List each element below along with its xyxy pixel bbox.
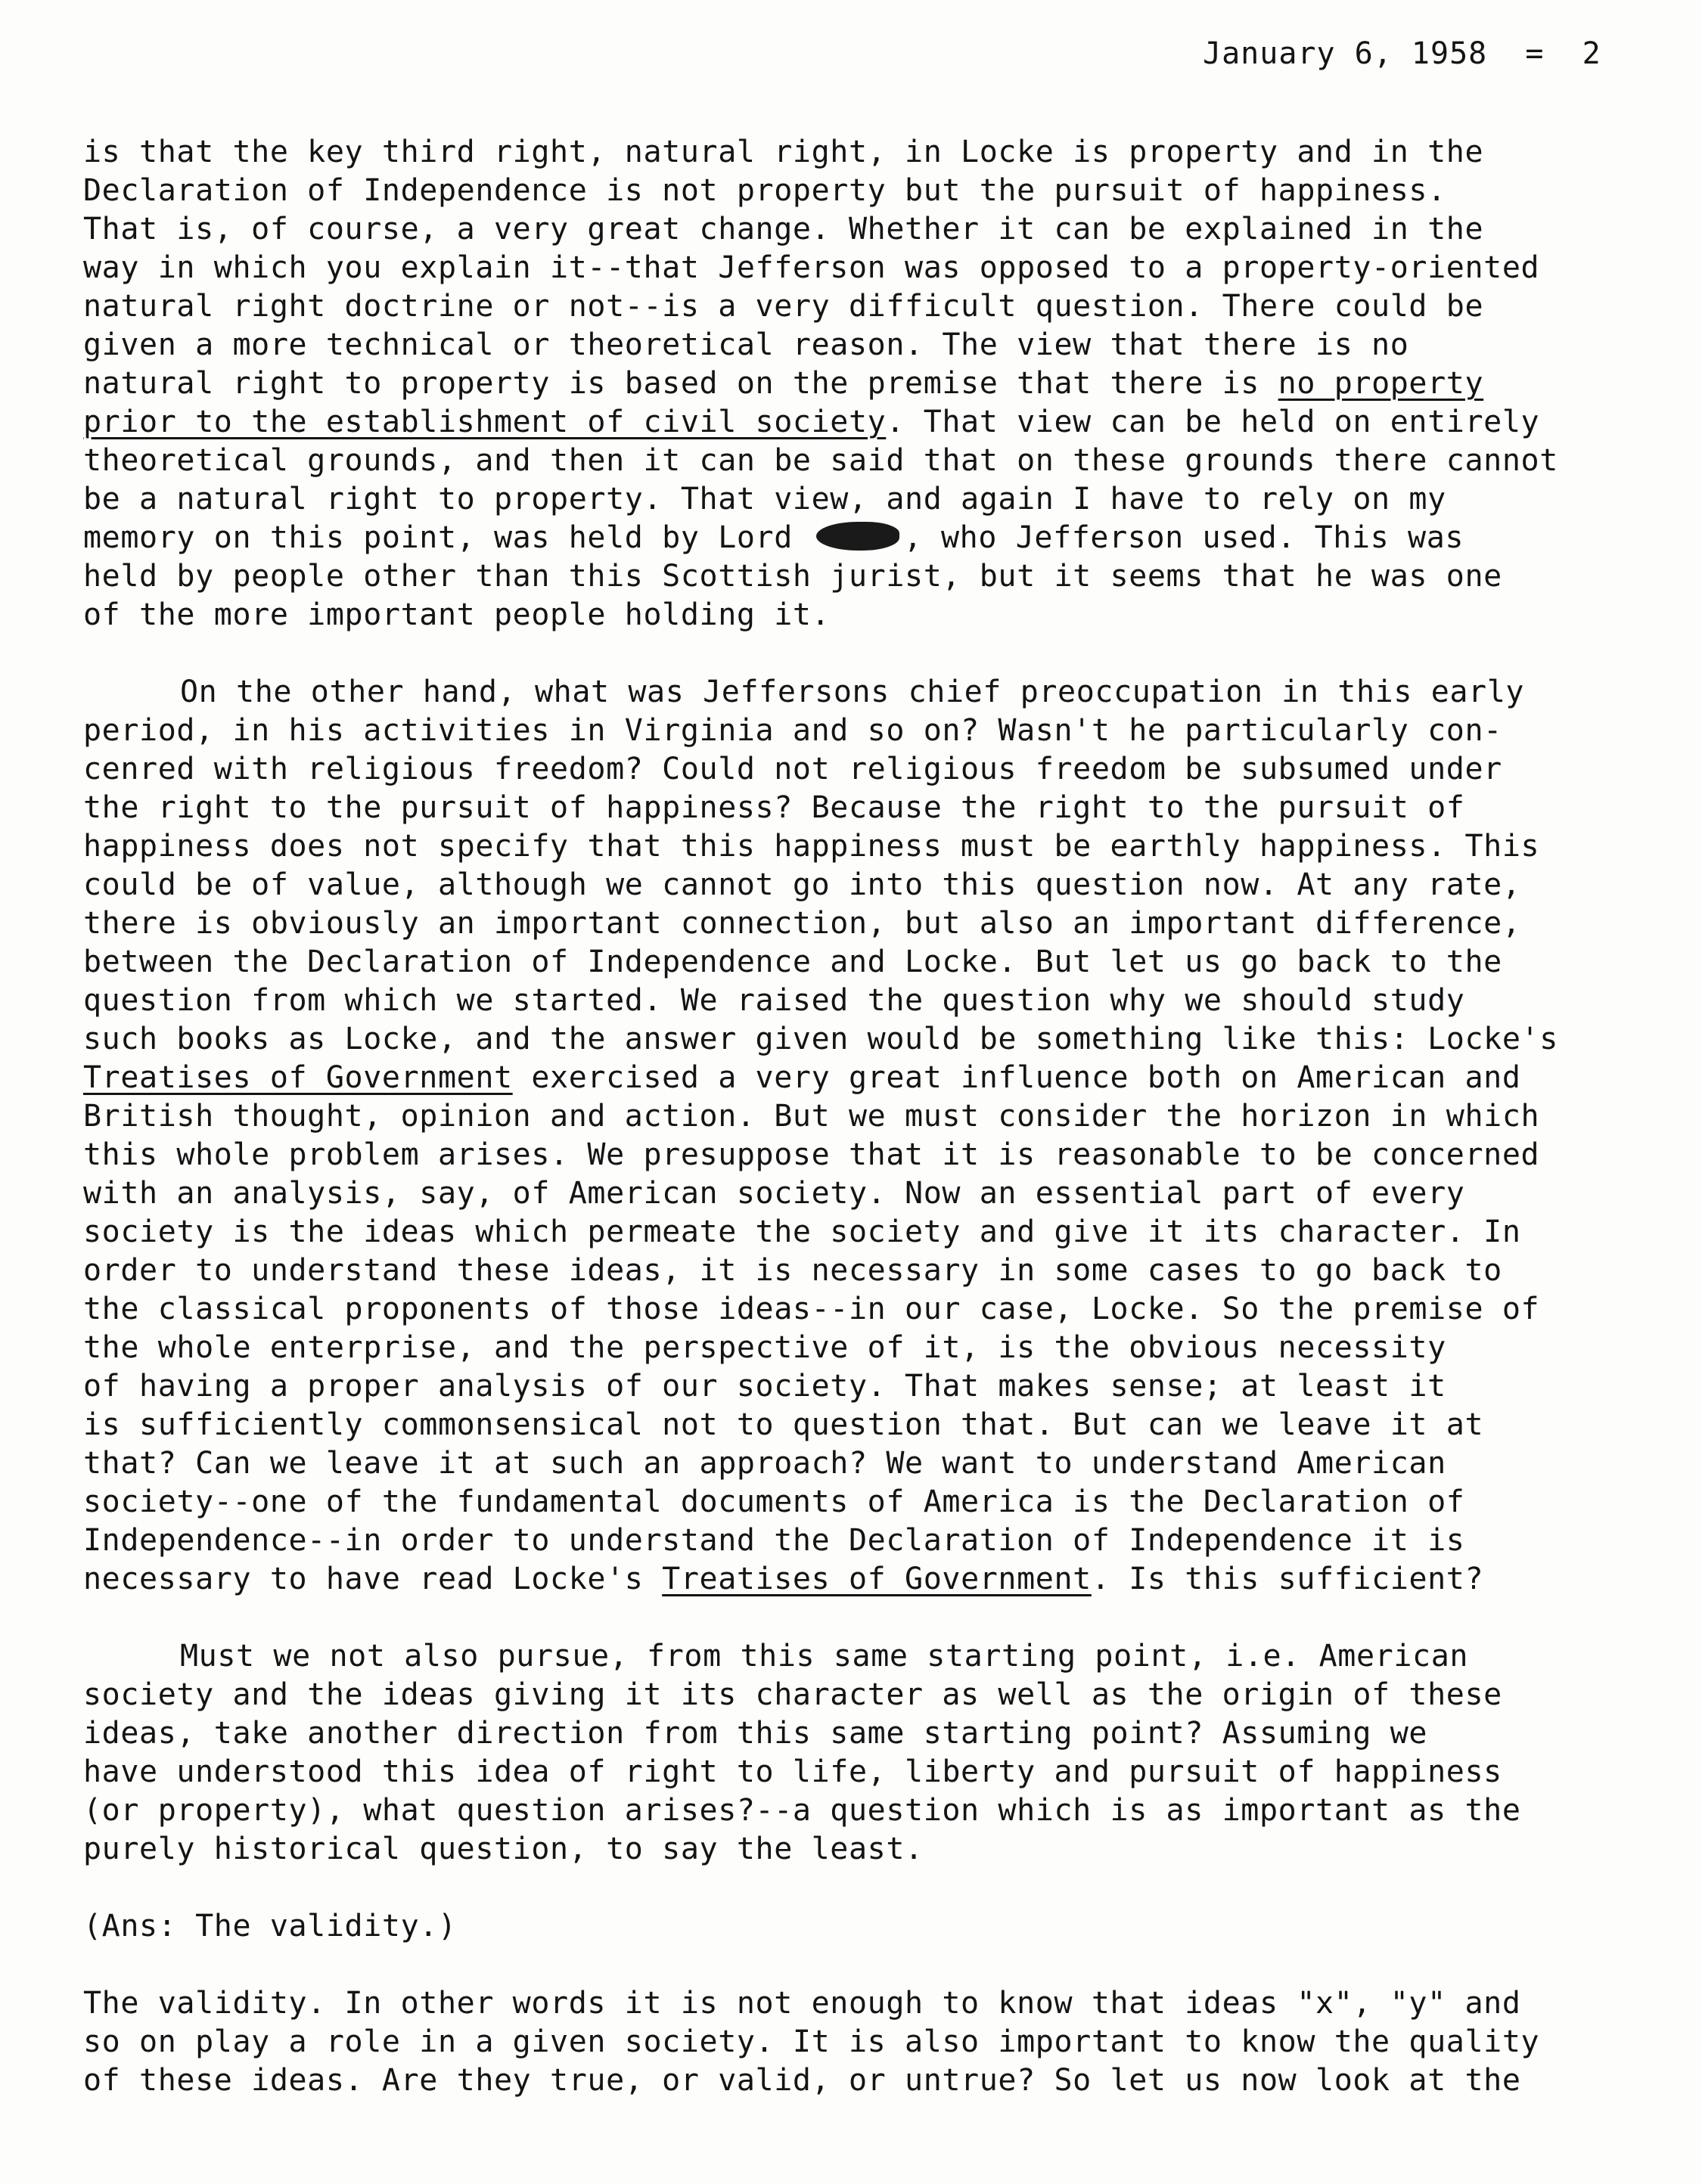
text-run: there is obviously an important connection, but also an important difference, xyxy=(83,906,1521,941)
text-run: society and the ideas giving it its character as well as the origin of these xyxy=(83,1677,1502,1712)
text-line xyxy=(83,2023,1626,2061)
text-run: be a natural right to property. That view, and again I have to rely on my xyxy=(83,482,1446,517)
paragraph-gap xyxy=(83,634,1626,673)
text-line xyxy=(83,866,1626,904)
text-line xyxy=(83,1329,1626,1367)
text-line xyxy=(83,1522,1626,1560)
text-line xyxy=(83,133,1626,172)
redaction-mark xyxy=(816,522,899,551)
text-line xyxy=(83,827,1626,866)
underlined-text: Treatises of Government xyxy=(662,1562,1092,1596)
underlined-text: Treatises of Government xyxy=(83,1060,513,1095)
paragraph-gap xyxy=(83,1946,1626,1984)
text-run: way in which you explain it--that Jefferson was opposed to a property-oriented xyxy=(83,250,1540,285)
text-line xyxy=(83,326,1626,365)
text-run: given a more technical or theoretical reason. The view that there is no xyxy=(83,327,1409,362)
text-run: (or property), what question arises?--a question which is as important as the xyxy=(83,1793,1521,1828)
text-run: The validity. In other words it is not enough to know that ideas "x", "y" and xyxy=(83,1986,1521,2021)
text-line xyxy=(83,1213,1626,1252)
text-run: the right to the pursuit of happiness? Because the right to the pursuit of xyxy=(83,790,1465,825)
text-run: exercised a very great influence both on American and xyxy=(512,1060,1521,1095)
text-line xyxy=(83,1020,1626,1059)
page-number: 2 xyxy=(1582,36,1601,71)
text-run: with an analysis, say, of American society. Now an essential part of every xyxy=(83,1176,1465,1211)
text-run: memory on this point, was held by Lord xyxy=(83,520,812,555)
text-line xyxy=(83,673,1626,712)
text-run: Declaration of Independence is not property but the pursuit of happiness. xyxy=(83,173,1446,208)
text-run: the whole enterprise, and the perspective of it, is the obvious necessity xyxy=(83,1330,1446,1365)
text-run: of these ideas. Are they true, or valid, or untrue? So let us now look at the xyxy=(83,2063,1521,2098)
text-run: ideas, take another direction from this same starting point? Assuming we xyxy=(83,1716,1428,1751)
text-line xyxy=(83,1560,1626,1599)
text-line xyxy=(83,403,1626,442)
header-separator: = xyxy=(1525,36,1545,71)
text-line xyxy=(83,480,1626,519)
text-line xyxy=(83,750,1626,789)
text-run: such books as Locke, and the answer given would be something like this: Locke's xyxy=(83,1022,1558,1056)
text-run: happiness does not specify that this happiness must be earthly happiness. This xyxy=(83,829,1540,864)
text-run: could be of value, although we cannot go into this question now. At any rate, xyxy=(83,867,1521,902)
text-line xyxy=(83,1252,1626,1290)
text-run: purely historical question, to say the least. xyxy=(83,1832,924,1866)
paragraph xyxy=(83,673,1626,1599)
text-line xyxy=(83,943,1626,982)
text-line xyxy=(83,1676,1626,1714)
text-line xyxy=(83,519,1626,557)
paragraph xyxy=(83,1984,1626,2100)
underlined-text: prior to the establishment of civil society xyxy=(83,405,887,439)
document-body xyxy=(83,133,1626,2100)
text-line xyxy=(83,712,1626,750)
text-line xyxy=(83,1907,1626,1946)
text-run: , who Jefferson used. This was xyxy=(903,520,1464,555)
text-run: natural right to property is based on the premise that there is xyxy=(83,366,1278,401)
text-line xyxy=(83,1097,1626,1136)
text-run: society is the ideas which permeate the society and give it its character. In xyxy=(83,1215,1521,1249)
text-run: of the more important people holding it. xyxy=(83,597,831,632)
text-line xyxy=(83,287,1626,326)
text-line xyxy=(83,1714,1626,1753)
text-line xyxy=(83,1792,1626,1830)
text-line xyxy=(83,1059,1626,1097)
text-line xyxy=(83,789,1626,827)
text-line xyxy=(83,1483,1626,1522)
paragraph-gap xyxy=(83,1869,1626,1907)
text-run: Must we not also pursue, from this same starting point, i.e. American xyxy=(180,1639,1469,1674)
text-run: this whole problem arises. We presuppose that it is reasonable to be concerned xyxy=(83,1137,1540,1172)
text-line xyxy=(83,1367,1626,1406)
text-line xyxy=(83,1984,1626,2023)
page-header xyxy=(1203,36,1601,71)
text-run: is sufficiently commonsensical not to question that. But can we leave it at xyxy=(83,1407,1484,1442)
text-run: cenred with religious freedom? Could not religious freedom be subsumed under xyxy=(83,752,1502,786)
text-run: (Ans: The validity.) xyxy=(83,1909,457,1944)
text-run: That is, of course, a very great change. Whether it can be explained in the xyxy=(83,212,1484,247)
text-run: period, in his activities in Virginia and so on? Wasn't he particularly con- xyxy=(83,713,1502,748)
text-line xyxy=(83,365,1626,403)
underlined-text: no property xyxy=(1278,366,1484,401)
text-run: between the Declaration of Independence and Locke. But let us go back to the xyxy=(83,945,1502,979)
text-run: that? Can we leave it at such an approach? We want to understand American xyxy=(83,1446,1446,1481)
text-line xyxy=(83,1637,1626,1676)
text-run: British thought, opinion and action. But we must consider the horizon in which xyxy=(83,1099,1540,1134)
text-run: . That view can be held on entirely xyxy=(886,405,1540,439)
text-line xyxy=(83,210,1626,249)
text-run: On the other hand, what was Jeffersons chief preoccupation in this early xyxy=(180,675,1525,709)
text-line xyxy=(83,1290,1626,1329)
text-run: Independence--in order to understand the Declaration of Independence it is xyxy=(83,1523,1465,1558)
text-run: of having a proper analysis of our society. That makes sense; at least it xyxy=(83,1369,1446,1404)
text-line xyxy=(83,1444,1626,1483)
text-line xyxy=(83,1753,1626,1792)
paragraph xyxy=(83,1637,1626,1869)
text-line xyxy=(83,1174,1626,1213)
text-line xyxy=(83,442,1626,480)
text-line xyxy=(83,172,1626,210)
text-line xyxy=(83,2061,1626,2100)
text-run: question from which we started. We raised the question why we should study xyxy=(83,983,1465,1018)
text-run: so on play a role in a given society. It is also important to know the quality xyxy=(83,2024,1540,2059)
text-run: . Is this sufficient? xyxy=(1091,1562,1484,1596)
text-line xyxy=(83,596,1626,634)
text-run: is that the key third right, natural right, in Locke is property and in the xyxy=(83,135,1484,169)
text-run: the classical proponents of those ideas--in our case, Locke. So the premise of xyxy=(83,1292,1540,1326)
text-run: order to understand these ideas, it is necessary in some cases to go back to xyxy=(83,1253,1502,1288)
text-run: theoretical grounds, and then it can be said that on these grounds there cannot xyxy=(83,443,1558,478)
text-line xyxy=(83,557,1626,596)
text-line xyxy=(83,904,1626,943)
text-run: society--one of the fundamental documents of America is the Declaration of xyxy=(83,1484,1465,1519)
text-line xyxy=(83,1136,1626,1174)
header-date: January 6, 1958 xyxy=(1203,36,1488,71)
paragraph xyxy=(83,1907,1626,1946)
text-run: held by people other than this Scottish jurist, but it seems that he was one xyxy=(83,559,1502,594)
text-line xyxy=(83,1830,1626,1869)
text-run: have understood this idea of right to life, liberty and pursuit of happiness xyxy=(83,1754,1502,1789)
text-line xyxy=(83,982,1626,1020)
paragraph-gap xyxy=(83,1599,1626,1637)
text-line xyxy=(83,249,1626,287)
text-run: necessary to have read Locke's xyxy=(83,1562,663,1596)
paragraph xyxy=(83,133,1626,634)
text-line xyxy=(83,1406,1626,1444)
text-run: natural right doctrine or not--is a very difficult question. There could be xyxy=(83,289,1484,324)
